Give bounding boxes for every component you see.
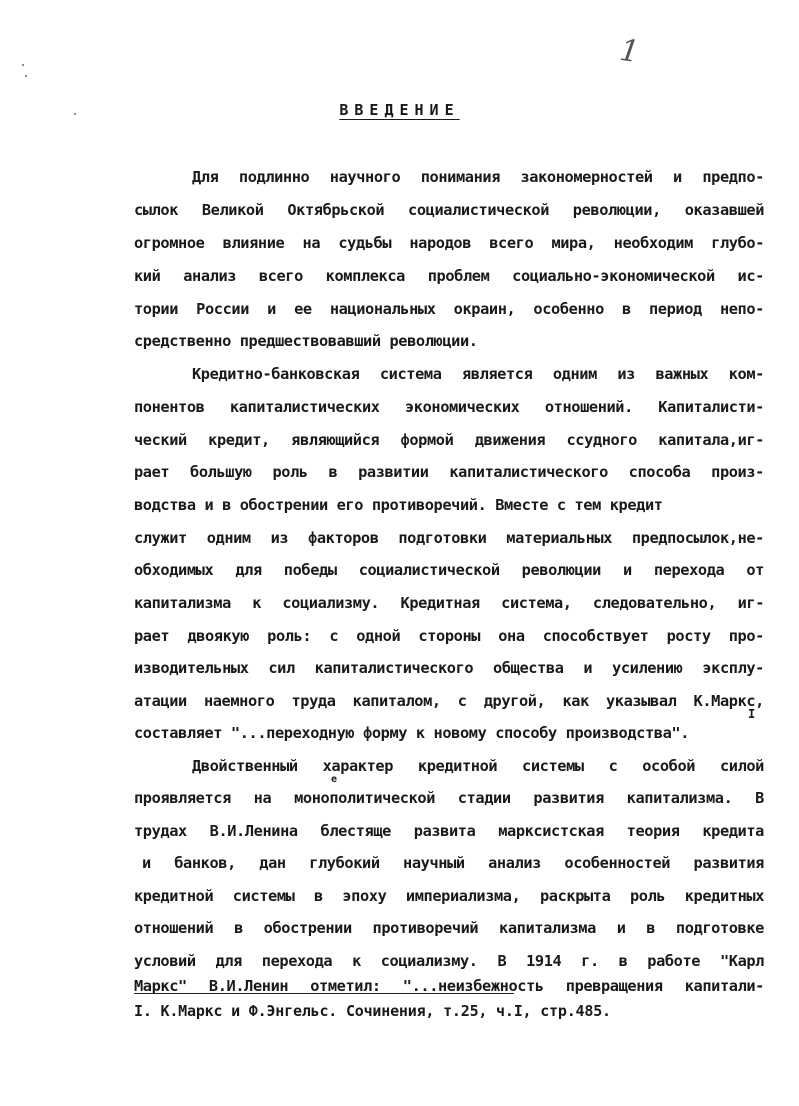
text-line: служит одним из факторов подготовки материальных предпосылок,не- <box>134 529 764 547</box>
footnote-divider <box>134 993 514 994</box>
text-line: капитализма к социализму. Кредитная система, следовательно, иг- <box>134 594 764 612</box>
scan-speck <box>25 75 27 77</box>
text-line: проявляется на монополитической стадии развития капитализма. В <box>134 789 764 807</box>
footnote-marker: I <box>748 707 756 721</box>
text-line: условий для перехода к социализму. В 1914 г. в работе "Карл <box>134 952 764 970</box>
text-line: сылок Великой Октябрьской социалистической революции, оказавшей <box>134 201 764 219</box>
footnote-text: I. К.Маркс и Ф.Энгельс. Сочинения, т.25, ч.I, стр.485. <box>134 1002 611 1020</box>
text-line: трудах В.И.Ленина блестяще развита марксистская теория кредита <box>134 822 764 840</box>
scan-speck <box>22 64 24 66</box>
text-line: рает двоякую роль: с одной стороны она способствует росту про- <box>134 627 764 645</box>
text-line: огромное влияние на судьбы народов всего мира, необходим глубо- <box>134 234 764 252</box>
text-line: ческий кредит, являющийся формой движения ссудного капитала,иг- <box>134 431 764 449</box>
text-line: Кредитно-банковская система является одним из важных ком- <box>192 365 764 383</box>
text-line: понентов капиталистических экономических отношений. Капиталисти- <box>134 398 764 416</box>
text-line: Для подлинно научного понимания закономерностей и предпо- <box>192 168 764 186</box>
text-line: отношений в обострении противоречий капитализма и в подготовке <box>134 919 764 937</box>
text-line: рает большую роль в развитии капиталистического способа произ- <box>134 463 764 481</box>
text-line: атации наемного труда капиталом, с другой, как указывал К.Маркс, <box>134 692 764 710</box>
text-line: средственно предшествовавший революции. <box>134 332 478 350</box>
text-line: кий анализ всего комплекса проблем социально-экономической ис- <box>134 267 764 285</box>
text-line: водства и в обострении его противоречий. Вместе с тем кредит <box>134 496 663 514</box>
text-line: и банков, дан глубокий научный анализ особенностей развития <box>142 854 764 872</box>
text-line: тории России и ее национальных окраин, особенно в период непо- <box>134 300 764 318</box>
handwritten-correction: е <box>331 774 338 785</box>
text-line: обходимых для победы социалистической революции и перехода от <box>134 561 764 579</box>
text-line: составляет "...переходную форму к новому способу производства". <box>134 724 689 742</box>
text-line: Маркс" В.И.Ленин отметил: "...неизбежность превращения капитали- <box>134 977 764 995</box>
page-number: 1 <box>617 32 642 71</box>
text-line: изводительных сил капиталистического общества и усилению эксплу- <box>134 659 764 677</box>
text-line: кредитной системы в эпоху империализма, раскрыта роль кредитных <box>134 887 764 905</box>
text-line: Двойственный характер кредитной системы с особой силой <box>192 757 764 775</box>
document-title: ВВЕДЕНИЕ <box>339 101 460 119</box>
